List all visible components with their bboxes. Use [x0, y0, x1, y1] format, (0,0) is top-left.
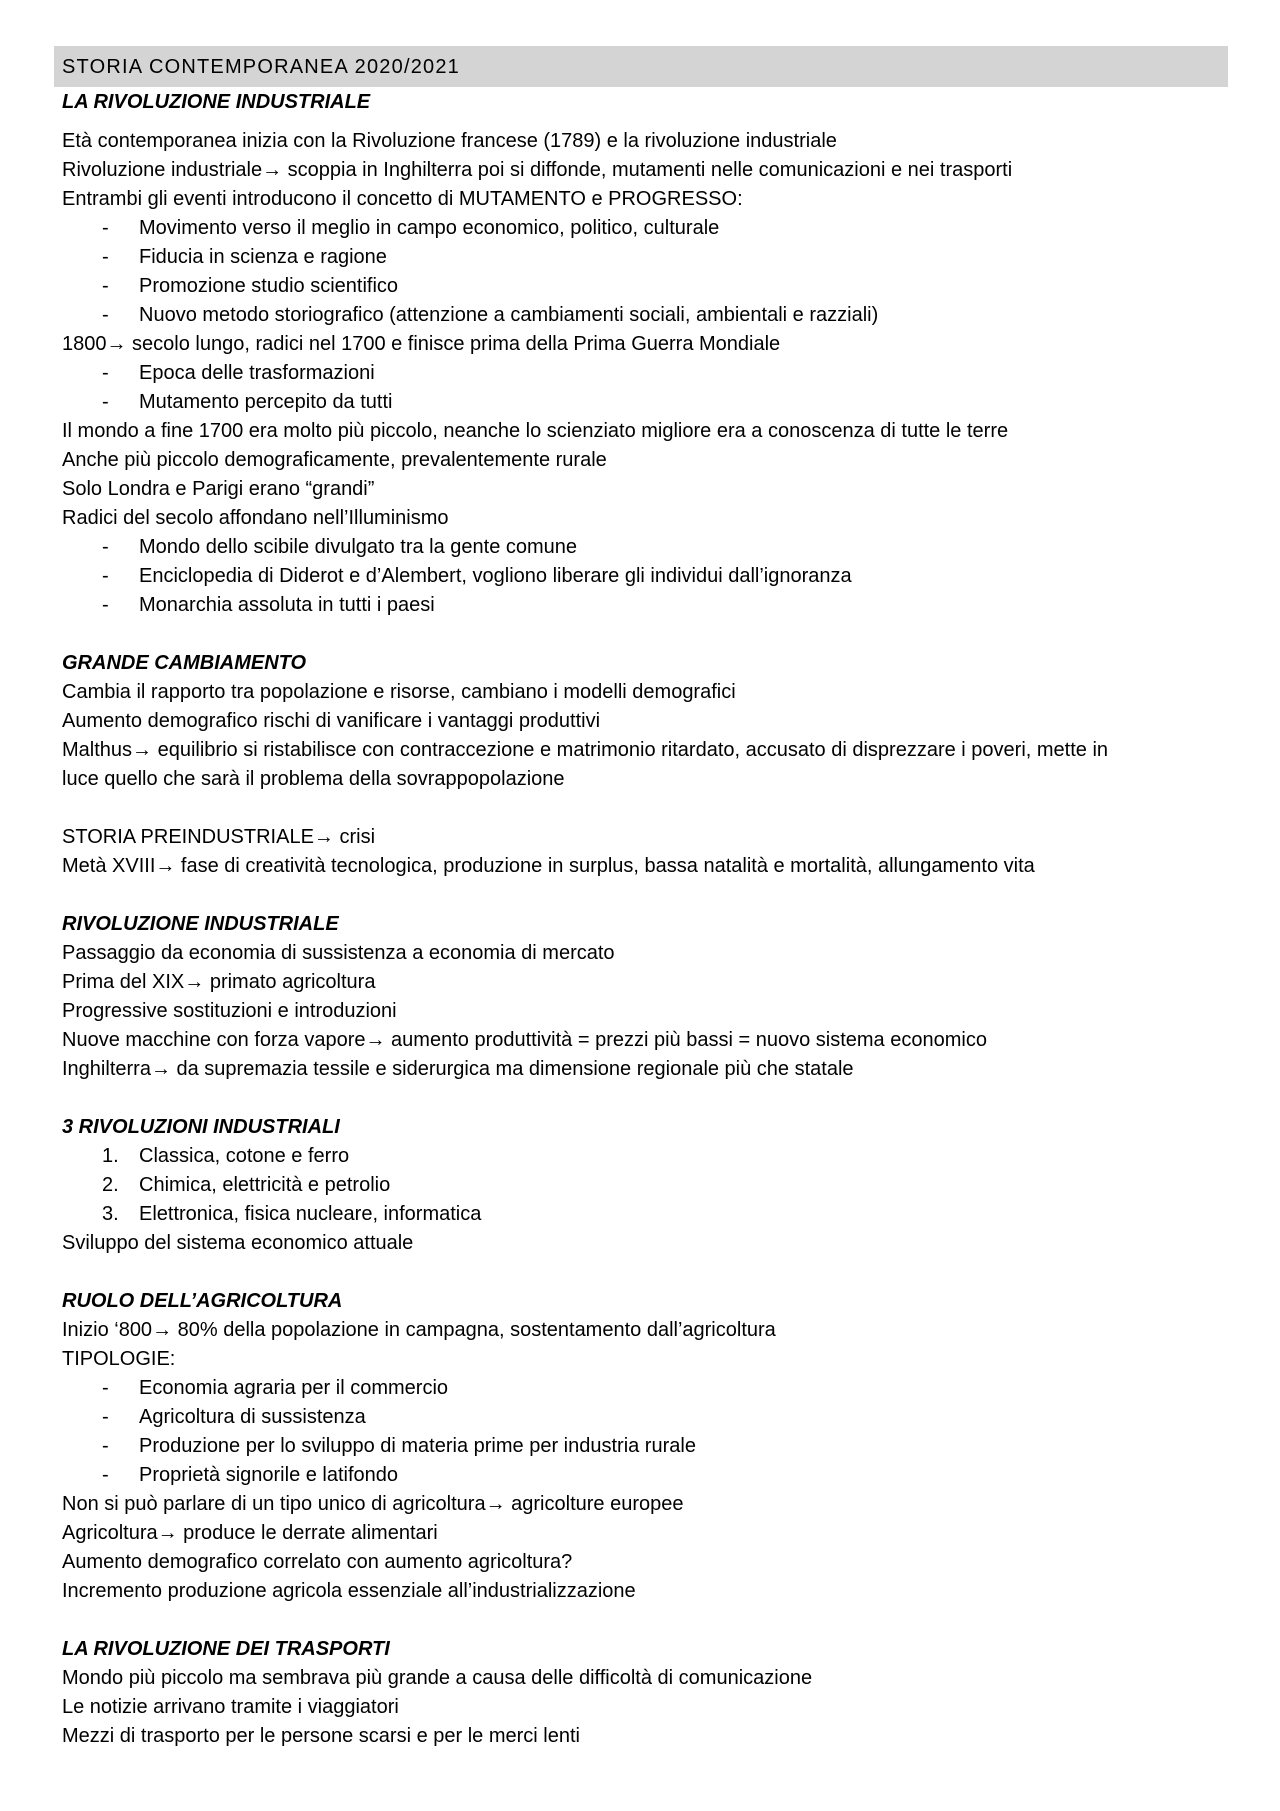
list-item-text: Promozione studio scientifico	[139, 275, 399, 297]
arrow-icon: →	[365, 1029, 386, 1051]
list-item	[62, 1403, 1222, 1432]
section-heading: GRANDE CAMBIAMENTO	[62, 652, 307, 674]
blank-line	[62, 1606, 1222, 1635]
list-item-text: Produzione per lo sviluppo di materia prime per industria rurale	[139, 1435, 696, 1457]
text-line: Le notizie arrivano tramite i viaggiatori	[62, 1696, 399, 1718]
list-item-text: Chimica, elettricità e petrolio	[139, 1174, 391, 1196]
numbered-item	[62, 1142, 1222, 1171]
list-item-text: Classica, cotone e ferro	[139, 1145, 350, 1167]
text-fragment: scoppia in Inghilterra poi si diffonde, mutamenti nelle comunicazioni e nei trasporti	[282, 159, 1013, 181]
text-line: Entrambi gli eventi introducono il concetto di MUTAMENTO e PROGRESSO:	[62, 188, 743, 210]
list-item-text: Mutamento percepito da tutti	[139, 391, 393, 413]
text-fragment: primato agricoltura	[204, 971, 376, 993]
section-heading: RIVOLUZIONE INDUSTRIALE	[62, 913, 339, 935]
blank-line	[62, 620, 1222, 649]
text-fragment: Inghilterra	[62, 1058, 151, 1080]
text-line: Passaggio da economia di sussistenza a economia di mercato	[62, 942, 615, 964]
text-fragment: aumento produttività = prezzi più bassi = nuovo sistema economico	[385, 1029, 987, 1051]
text-fragment: Metà XVIII	[62, 855, 156, 877]
text-line: Incremento produzione agricola essenziale all’industrializzazione	[62, 1580, 636, 1602]
page-title: STORIA CONTEMPORANEA 2020/2021	[62, 56, 461, 78]
text-line: Radici del secolo affondano nell’Illuminismo	[62, 507, 449, 529]
blank-line	[62, 1084, 1222, 1113]
text-fragment: secolo lungo, radici nel 1700 e finisce prima della Prima Guerra Mondiale	[126, 333, 781, 355]
text-fragment: Nuove macchine con forza vapore	[62, 1029, 366, 1051]
text-line: TIPOLOGIE:	[62, 1348, 176, 1370]
numbered-item	[62, 1200, 1222, 1229]
arrow-icon: →	[485, 1493, 506, 1515]
text-line	[62, 330, 1222, 359]
number-marker: 2.	[102, 1174, 119, 1196]
list-item	[62, 562, 1222, 591]
list-item-text: Monarchia assoluta in tutti i paesi	[139, 594, 435, 616]
list-item-text: Enciclopedia di Diderot e d’Alembert, vogliono liberare gli individui dall’ignoranza	[139, 565, 852, 587]
section-heading: 3 RIVOLUZIONI INDUSTRIALI	[62, 1116, 340, 1138]
list-item-text: Fiducia in scienza e ragione	[139, 246, 387, 268]
text-fragment: crisi	[333, 826, 376, 848]
section-heading: RUOLO DELL’AGRICOLTURA	[62, 1290, 343, 1312]
text-line: Età contemporanea inizia con la Rivoluzione francese (1789) e la rivoluzione industriale	[62, 130, 837, 152]
text-line	[62, 1026, 1222, 1055]
text-fragment: agricolture europee	[505, 1493, 684, 1515]
text-fragment: equilibrio si ristabilisce con contraccezione e matrimonio ritardato, accusato di disprezzare i poveri, mette in	[152, 739, 1109, 761]
text-line: Aumento demografico rischi di vanificare i vantaggi produttivi	[62, 710, 601, 732]
text-line	[62, 1055, 1222, 1084]
list-item-text: Nuovo metodo storiografico (attenzione a cambiamenti sociali, ambientali e razziali)	[139, 304, 879, 326]
text-fragment: 80% della popolazione in campagna, sostentamento dall’agricoltura	[172, 1319, 776, 1341]
list-item	[62, 388, 1222, 417]
number-marker: 1.	[102, 1145, 119, 1167]
dash-marker: -	[102, 565, 109, 587]
text-fragment: Agricoltura	[62, 1522, 158, 1544]
dash-marker: -	[102, 1406, 109, 1428]
dash-marker: -	[102, 1377, 109, 1399]
list-item-text: Agricoltura di sussistenza	[139, 1406, 366, 1428]
list-item	[62, 243, 1222, 272]
text-line: Mondo più piccolo ma sembrava più grande a causa delle difficoltà di comunicazione	[62, 1667, 813, 1689]
list-item-text: Proprietà signorile e latifondo	[139, 1464, 399, 1486]
list-item	[62, 591, 1222, 620]
numbered-item	[62, 1171, 1222, 1200]
text-line	[62, 852, 1222, 881]
section-heading: LA RIVOLUZIONE INDUSTRIALE	[62, 91, 371, 113]
list-item	[62, 272, 1222, 301]
dash-marker: -	[102, 246, 109, 268]
text-line	[62, 1316, 1222, 1345]
list-item	[62, 1461, 1222, 1490]
dash-marker: -	[102, 362, 109, 384]
text-fragment: Inizio ‘800	[62, 1319, 153, 1341]
text-line: Il mondo a fine 1700 era molto più piccolo, neanche lo scienziato migliore era a conoscenza di tutte le terre	[62, 420, 1009, 442]
text-line: Mezzi di trasporto per le persone scarsi e per le merci lenti	[62, 1725, 580, 1747]
list-item	[62, 359, 1222, 388]
list-item-text: Economia agraria per il commercio	[139, 1377, 449, 1399]
text-fragment: Prima del XIX	[62, 971, 185, 993]
blank-line	[62, 881, 1222, 910]
text-line	[62, 1490, 1222, 1519]
text-line: Anche più piccolo demograficamente, prevalentemente rurale	[62, 449, 607, 471]
list-item-text: Epoca delle trasformazioni	[139, 362, 375, 384]
text-line: Progressive sostituzioni e introduzioni	[62, 1000, 397, 1022]
arrow-icon: →	[152, 1319, 173, 1341]
document-body	[62, 88, 1222, 1751]
text-fragment: 1800	[62, 333, 107, 355]
arrow-icon: →	[313, 826, 334, 848]
text-fragment: STORIA PREINDUSTRIALE	[62, 826, 314, 848]
section-heading: LA RIVOLUZIONE DEI TRASPORTI	[62, 1638, 390, 1660]
text-fragment: Non si può parlare di un tipo unico di agricoltura	[62, 1493, 486, 1515]
text-fragment: Malthus	[62, 739, 133, 761]
arrow-icon: →	[106, 333, 127, 355]
arrow-icon: →	[262, 159, 283, 181]
text-line	[62, 1519, 1222, 1548]
list-item	[62, 301, 1222, 330]
text-line	[62, 823, 1222, 852]
dash-marker: -	[102, 1435, 109, 1457]
text-line: Cambia il rapporto tra popolazione e risorse, cambiano i modelli demografici	[62, 681, 736, 703]
arrow-icon: →	[155, 855, 176, 877]
text-line: Sviluppo del sistema economico attuale	[62, 1232, 414, 1254]
text-line	[62, 736, 1222, 765]
list-item	[62, 533, 1222, 562]
dash-marker: -	[102, 594, 109, 616]
arrow-icon: →	[184, 971, 205, 993]
text-fragment: produce le derrate alimentari	[177, 1522, 438, 1544]
text-line: luce quello che sarà il problema della sovrappopolazione	[62, 768, 565, 790]
text-fragment: Rivoluzione industriale	[62, 159, 263, 181]
text-fragment: fase di creatività tecnologica, produzione in surplus, bassa natalità e mortalità, allungamento vita	[175, 855, 1035, 877]
blank-line	[62, 794, 1222, 823]
dash-marker: -	[102, 304, 109, 326]
text-line: Solo Londra e Parigi erano “grandi”	[62, 478, 375, 500]
text-line	[62, 968, 1222, 997]
dash-marker: -	[102, 536, 109, 558]
arrow-icon: →	[132, 739, 153, 761]
text-line: Aumento demografico correlato con aumento agricoltura?	[62, 1551, 573, 1573]
blank-line	[62, 1258, 1222, 1287]
text-fragment: da supremazia tessile e siderurgica ma dimensione regionale più che statale	[170, 1058, 854, 1080]
dash-marker: -	[102, 217, 109, 239]
list-item	[62, 1374, 1222, 1403]
number-marker: 3.	[102, 1203, 119, 1225]
arrow-icon: →	[150, 1058, 171, 1080]
text-line	[62, 156, 1222, 185]
list-item-text: Mondo dello scibile divulgato tra la gente comune	[139, 536, 578, 558]
list-item	[62, 214, 1222, 243]
dash-marker: -	[102, 1464, 109, 1486]
dash-marker: -	[102, 391, 109, 413]
dash-marker: -	[102, 275, 109, 297]
list-item-text: Movimento verso il meglio in campo economico, politico, culturale	[139, 217, 720, 239]
arrow-icon: →	[157, 1522, 178, 1544]
list-item	[62, 1432, 1222, 1461]
list-item-text: Elettronica, fisica nucleare, informatica	[139, 1203, 482, 1225]
